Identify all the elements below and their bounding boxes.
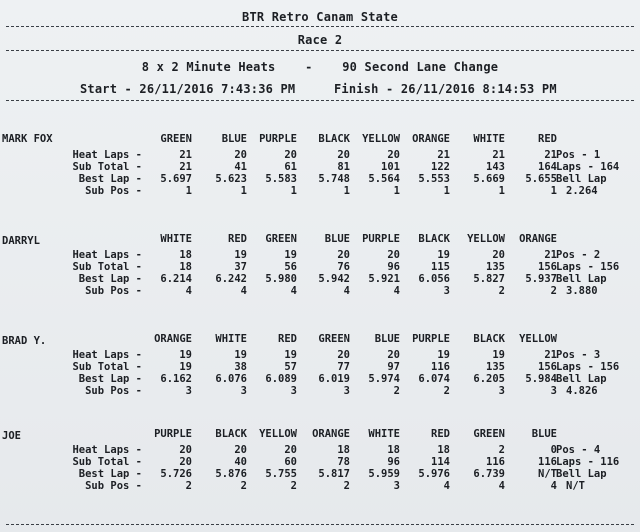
table-cell: 20: [337, 249, 350, 261]
table-cell: 122: [431, 161, 450, 173]
start-time: Start - 26/11/2016 7:43:36 PM: [80, 82, 296, 96]
racer-block: [0, 428, 640, 518]
table-cell: 18: [337, 444, 350, 456]
table-cell: 6.056: [418, 273, 450, 285]
table-cell: 4: [498, 480, 505, 492]
table-cell: 6.242: [215, 273, 247, 285]
divider: [6, 100, 634, 101]
table-cell: 20: [387, 249, 400, 261]
table-cell: 20: [234, 444, 247, 456]
table-cell: 156: [538, 261, 557, 273]
table-cell: 5.976: [418, 468, 450, 480]
row-label: Heat Laps -: [72, 149, 142, 161]
table-cell: 5.655: [525, 173, 557, 185]
table-cell: 37: [234, 261, 247, 273]
table-cell: 77: [337, 361, 350, 373]
table-cell: 3: [550, 385, 557, 397]
lane-header: YELLOW: [519, 333, 557, 345]
table-cell: 40: [234, 456, 247, 468]
table-cell: 20: [179, 456, 192, 468]
table-cell: 3: [290, 385, 297, 397]
table-cell: 4: [443, 480, 450, 492]
table-cell: 1: [443, 185, 450, 197]
lane-header: BLUE: [221, 133, 247, 145]
table-cell: 2: [185, 480, 192, 492]
table-cell: 5.564: [368, 173, 400, 185]
summary-line: Bell Lap: [556, 273, 607, 285]
table-cell: 1: [343, 185, 350, 197]
finish-time: Finish - 26/11/2016 8:14:53 PM: [334, 82, 557, 96]
summary-line: Pos - 1: [556, 149, 601, 161]
divider: [6, 524, 634, 525]
table-cell: 96: [387, 261, 400, 273]
table-cell: 19: [234, 349, 247, 361]
table-cell: 5.959: [368, 468, 400, 480]
summary-line: Laps - 116: [556, 456, 620, 468]
racer-name: MARK FOX: [2, 133, 53, 145]
summary-line: Bell Lap: [556, 173, 607, 185]
table-cell: 6.019: [318, 373, 350, 385]
table-cell: 21: [492, 149, 505, 161]
table-cell: 20: [234, 149, 247, 161]
lane-header: YELLOW: [259, 428, 297, 440]
lane-header: RED: [228, 233, 247, 245]
lane-header: BLUE: [374, 333, 400, 345]
table-cell: 57: [284, 361, 297, 373]
lane-header: ORANGE: [519, 233, 557, 245]
row-label: Sub Pos -: [85, 385, 142, 397]
lane-header: WHITE: [215, 333, 247, 345]
table-cell: 1: [393, 185, 400, 197]
table-cell: 5.669: [473, 173, 505, 185]
table-cell: 2: [343, 480, 350, 492]
lane-header: BLACK: [318, 133, 350, 145]
table-cell: 5.827: [473, 273, 505, 285]
table-cell: 21: [179, 149, 192, 161]
table-cell: 115: [431, 261, 450, 273]
lane-header: WHITE: [473, 133, 505, 145]
lane-header: PURPLE: [362, 233, 400, 245]
table-cell: 20: [284, 149, 297, 161]
table-cell: 1: [290, 185, 297, 197]
table-cell: 5.876: [215, 468, 247, 480]
table-cell: 18: [437, 444, 450, 456]
lane-header: BLACK: [215, 428, 247, 440]
row-label: Sub Total -: [72, 456, 142, 468]
racer-block: [0, 333, 640, 423]
summary-line: N/T: [566, 480, 585, 492]
table-cell: 3: [240, 385, 247, 397]
summary-line: Pos - 2: [556, 249, 601, 261]
table-cell: 4: [393, 285, 400, 297]
lane-header: GREEN: [265, 233, 297, 245]
table-cell: 2: [240, 480, 247, 492]
table-cell: 5.748: [318, 173, 350, 185]
racer-block: [0, 133, 640, 223]
table-cell: 60: [284, 456, 297, 468]
lane-header: RED: [278, 333, 297, 345]
table-cell: 20: [337, 349, 350, 361]
table-cell: 135: [486, 261, 505, 273]
row-label: Heat Laps -: [72, 249, 142, 261]
table-cell: 5.921: [368, 273, 400, 285]
event-title: BTR Retro Canam State: [242, 10, 398, 24]
table-cell: 5.697: [160, 173, 192, 185]
row-label: Sub Total -: [72, 161, 142, 173]
table-cell: 5.726: [160, 468, 192, 480]
table-cell: 6.076: [215, 373, 247, 385]
table-cell: 20: [337, 149, 350, 161]
row-label: Sub Pos -: [85, 285, 142, 297]
table-cell: 38: [234, 361, 247, 373]
table-cell: 61: [284, 161, 297, 173]
lane-header: ORANGE: [412, 133, 450, 145]
lane-header: ORANGE: [312, 428, 350, 440]
row-label: Sub Pos -: [85, 185, 142, 197]
table-cell: 4: [185, 285, 192, 297]
table-cell: 5.937: [525, 273, 557, 285]
table-cell: 56: [284, 261, 297, 273]
lane-header: GREEN: [318, 333, 350, 345]
table-cell: 164: [538, 161, 557, 173]
table-cell: 19: [284, 349, 297, 361]
table-cell: 0: [550, 444, 557, 456]
racer-name: JOE: [2, 430, 21, 442]
row-label: Heat Laps -: [72, 444, 142, 456]
lane-header: YELLOW: [467, 233, 505, 245]
table-cell: 20: [387, 349, 400, 361]
row-label: Sub Total -: [72, 261, 142, 273]
table-cell: 2: [498, 285, 505, 297]
lane-header: YELLOW: [362, 133, 400, 145]
racer-name: DARRYL: [2, 235, 40, 247]
summary-line: Laps - 156: [556, 261, 620, 273]
divider: [6, 26, 634, 27]
lane-header: GREEN: [160, 133, 192, 145]
summary-line: 2.264: [566, 185, 598, 197]
table-cell: 2: [550, 285, 557, 297]
table-cell: 18: [179, 261, 192, 273]
table-cell: 3: [498, 385, 505, 397]
racer-name: BRAD Y.: [2, 335, 47, 347]
table-cell: 5.942: [318, 273, 350, 285]
table-cell: 5.980: [265, 273, 297, 285]
summary-line: Bell Lap: [556, 373, 607, 385]
table-cell: 3: [443, 285, 450, 297]
lane-header: BLACK: [418, 233, 450, 245]
race-title: Race 2: [297, 33, 343, 47]
table-cell: 4: [290, 285, 297, 297]
row-label: Best Lap -: [78, 373, 142, 385]
table-cell: 19: [234, 249, 247, 261]
table-cell: 2: [393, 385, 400, 397]
lane-header: WHITE: [160, 233, 192, 245]
racer-block: [0, 233, 640, 323]
table-cell: 6.162: [160, 373, 192, 385]
table-cell: 6.089: [265, 373, 297, 385]
summary-line: 4.826: [566, 385, 598, 397]
table-cell: 116: [431, 361, 450, 373]
table-cell: 21: [544, 249, 557, 261]
table-cell: 41: [234, 161, 247, 173]
table-cell: 2: [290, 480, 297, 492]
table-cell: 6.205: [473, 373, 505, 385]
summary-line: 3.880: [566, 285, 598, 297]
table-cell: 81: [337, 161, 350, 173]
row-label: Sub Total -: [72, 361, 142, 373]
table-cell: 6.214: [160, 273, 192, 285]
row-label: Sub Pos -: [85, 480, 142, 492]
table-cell: 3: [343, 385, 350, 397]
table-cell: 116: [538, 456, 557, 468]
lane-header: BLACK: [473, 333, 505, 345]
table-cell: 19: [437, 249, 450, 261]
table-cell: 2: [443, 385, 450, 397]
table-cell: 135: [486, 361, 505, 373]
table-cell: 4: [343, 285, 350, 297]
table-cell: 18: [387, 444, 400, 456]
summary-line: Laps - 156: [556, 361, 620, 373]
table-cell: 1: [185, 185, 192, 197]
row-label: Best Lap -: [78, 273, 142, 285]
table-cell: 5.817: [318, 468, 350, 480]
table-cell: 6.739: [473, 468, 505, 480]
table-cell: 21: [437, 149, 450, 161]
lane-header: PURPLE: [412, 333, 450, 345]
table-cell: 116: [486, 456, 505, 468]
lane-header: BLUE: [324, 233, 350, 245]
table-cell: 20: [492, 249, 505, 261]
table-cell: 5.553: [418, 173, 450, 185]
lane-header: PURPLE: [259, 133, 297, 145]
summary-line: Pos - 4: [556, 444, 601, 456]
table-cell: 1: [498, 185, 505, 197]
table-cell: N/T: [538, 468, 557, 480]
divider: [6, 50, 634, 51]
table-cell: 5.974: [368, 373, 400, 385]
table-cell: 20: [179, 444, 192, 456]
table-cell: 114: [431, 456, 450, 468]
table-cell: 19: [437, 349, 450, 361]
lane-header: RED: [538, 133, 557, 145]
summary-line: Laps - 164: [556, 161, 620, 173]
table-cell: 3: [393, 480, 400, 492]
row-label: Best Lap -: [78, 468, 142, 480]
table-cell: 18: [179, 249, 192, 261]
table-cell: 5.583: [265, 173, 297, 185]
table-cell: 143: [486, 161, 505, 173]
table-cell: 78: [337, 456, 350, 468]
table-cell: 19: [284, 249, 297, 261]
table-cell: 19: [179, 349, 192, 361]
table-cell: 19: [179, 361, 192, 373]
lane-header: ORANGE: [154, 333, 192, 345]
lane-header: RED: [431, 428, 450, 440]
lane-header: GREEN: [473, 428, 505, 440]
table-cell: 3: [185, 385, 192, 397]
table-cell: 1: [550, 185, 557, 197]
row-label: Heat Laps -: [72, 349, 142, 361]
table-cell: 21: [544, 149, 557, 161]
table-cell: 6.074: [418, 373, 450, 385]
table-cell: 5.623: [215, 173, 247, 185]
row-label: Best Lap -: [78, 173, 142, 185]
table-cell: 5.984: [525, 373, 557, 385]
table-cell: 5.755: [265, 468, 297, 480]
lane-header: WHITE: [368, 428, 400, 440]
table-cell: 97: [387, 361, 400, 373]
summary-line: Bell Lap: [556, 468, 607, 480]
table-cell: 4: [550, 480, 557, 492]
lane-header: BLUE: [531, 428, 557, 440]
table-cell: 96: [387, 456, 400, 468]
table-cell: 2: [498, 444, 505, 456]
table-cell: 101: [381, 161, 400, 173]
summary-line: Pos - 3: [556, 349, 601, 361]
table-cell: 76: [337, 261, 350, 273]
table-cell: 4: [240, 285, 247, 297]
table-cell: 156: [538, 361, 557, 373]
table-cell: 21: [544, 349, 557, 361]
race-format: 8 x 2 Minute Heats - 90 Second Lane Change: [141, 60, 499, 74]
table-cell: 20: [387, 149, 400, 161]
lane-header: PURPLE: [154, 428, 192, 440]
table-cell: 1: [240, 185, 247, 197]
table-cell: 19: [492, 349, 505, 361]
table-cell: 21: [179, 161, 192, 173]
table-cell: 20: [284, 444, 297, 456]
